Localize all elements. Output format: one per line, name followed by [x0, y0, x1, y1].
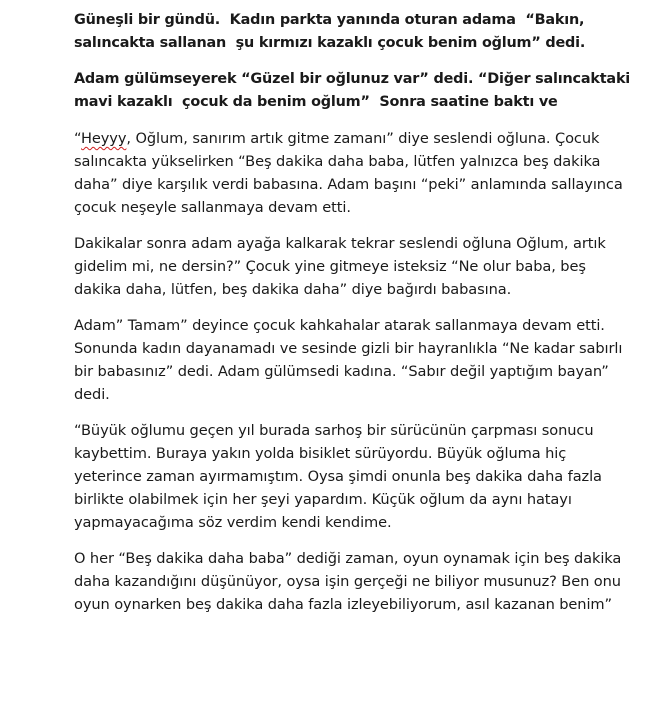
- paragraph-fifth: Adam” Tamam” deyince çocuk kahkahalar atarak sallanmaya devam etti. Sonunda kadın dayanamadı ve sesinde gizli bir hayranlıkla “Ne kadar sabırlı bir babasınız” dedi. Adam gülümsedi kadına. “Sabır değil yaptığım bayan” dedi.: [74, 317, 627, 403]
- paragraph-sixth: “Büyük oğlumu geçen yıl burada sarhoş bir sürücünün çarpması sonucu kaybettim. Buraya yakın yolda bisiklet sürüyordu. Büyük oğluma hiç yeterince zaman ayırmamıştım. Oysa şimdi onunla beş dakika daha fazla birlikte olabilmek için her şeyi yapardım. Küçük oğlum da aynı hatayı yapmayacağıma söz verdim kendi kendime.: [74, 422, 607, 531]
- paragraph-seventh: O her “Beş dakika daha baba” dediği zaman, oyun oynamak için beş dakika daha kazandığını düşünüyor, oysa işin gerçeği ne biliyor musunuz? Ben onu oyun oynarken beş dakika daha fazla izleyebiliyorum, asıl kazanan benim”: [74, 550, 626, 613]
- paragraph-third-rest: , Oğlum, sanırım artık gitme zamanı” diye seslendi oğluna. Çocuk salıncakta yükselirken “Beş dakika daha baba, lütfen yalnızca beş dakika daha” diye karşılık verdi babasına. Adam başını “peki” anlamında sallayınca çocuk neşeyle sallanmaya devam etti.: [74, 130, 628, 216]
- misspelled-word[interactable]: Heyyy: [81, 130, 127, 147]
- open-quote: “: [74, 130, 82, 147]
- paragraph-second: Adam gülümseyerek “Güzel bir oğlunuz var” dedi. “Diğer salıncaktaki mavi kazaklı çocuk da benim oğlum” Sonra saatine baktı ve: [74, 71, 635, 110]
- paragraph-third: [74, 127, 634, 219]
- document-page: [74, 9, 634, 629]
- paragraph-fourth: Dakikalar sonra adam ayağa kalkarak tekrar seslendi oğluna Oğlum, artık gidelim mi, ne dersin?” Çocuk yine gitmeye isteksiz “Ne olur baba, beş dakika daha, lütfen, beş dakika daha” diye bağırdı babasına.: [74, 235, 611, 298]
- paragraph-intro: Güneşli bir gündü. Kadın parkta yanında oturan adama “Bakın, salıncakta sallanan şu kırmızı kazaklı çocuk benim oğlum” dedi.: [74, 12, 590, 51]
